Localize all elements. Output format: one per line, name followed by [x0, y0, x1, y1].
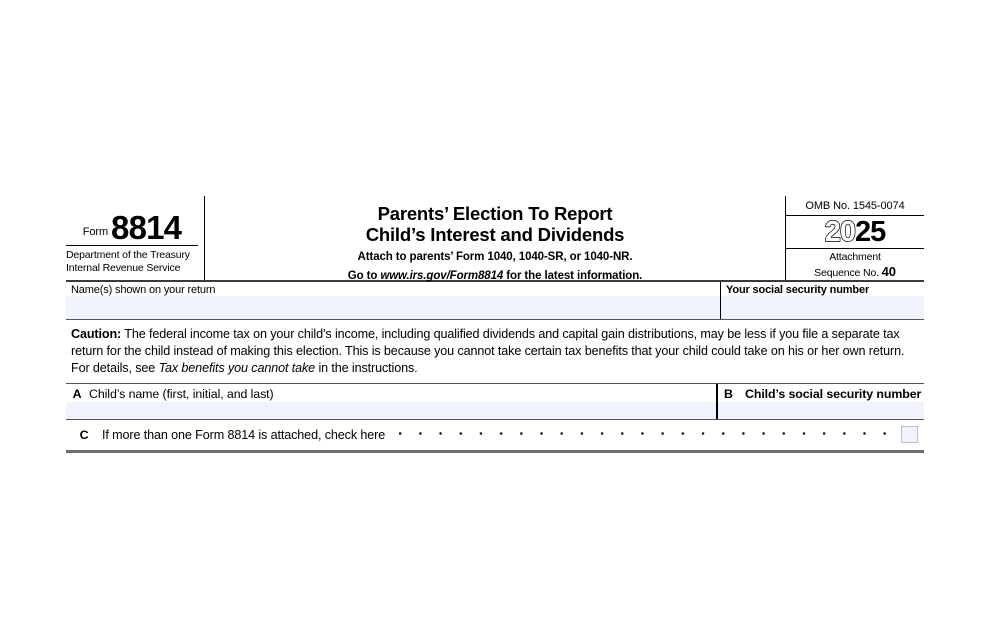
- form-title-block: [205, 196, 786, 280]
- child-name-label-row: [66, 384, 716, 402]
- child-identity-row: [66, 384, 924, 420]
- taxpayer-ssn-field-group: [721, 282, 924, 319]
- multiple-forms-checkbox[interactable]: [901, 426, 918, 443]
- form-number-block: [66, 196, 205, 280]
- caution-block: [66, 320, 924, 384]
- child-name-field-group: [66, 384, 718, 419]
- goto-suffix: for the latest information.: [503, 269, 643, 282]
- form-header-band: [66, 196, 924, 282]
- irs-form-8814: [66, 196, 924, 453]
- attach-instruction: Attach to parents’ Form 1040, 1040-SR, or 1040-NR.: [357, 250, 633, 263]
- multiple-forms-row: [66, 420, 924, 453]
- department-block: [66, 245, 198, 276]
- child-ssn-field-group: [718, 384, 924, 419]
- omb-block: [786, 196, 924, 280]
- caution-paragraph: [71, 326, 920, 377]
- attachment-sequence-line: [786, 264, 924, 280]
- child-ssn-label-row: [718, 384, 924, 402]
- form-title-line-1: Parents’ Election To Report: [377, 203, 613, 224]
- taxpayer-ssn-label: Your social security number: [726, 284, 870, 296]
- goto-prefix: Go to: [347, 269, 381, 282]
- taxpayer-identity-row: [66, 282, 924, 320]
- line-letter-b: B: [724, 386, 733, 401]
- tax-year-solid-part: 25: [855, 215, 886, 248]
- department-line-1: Department of the Treasury: [66, 249, 190, 261]
- form-number-row: [66, 196, 198, 246]
- child-ssn-input[interactable]: [718, 402, 924, 419]
- taxpayer-ssn-input[interactable]: [721, 296, 924, 319]
- attachment-sequence-block: [786, 249, 924, 280]
- department-line-2: Internal Revenue Service: [66, 262, 181, 275]
- dot-leader: [399, 430, 893, 443]
- taxpayer-name-label: Name(s) shown on your return: [71, 284, 216, 296]
- multiple-forms-label: If more than one Form 8814 is attached, check here: [102, 427, 386, 442]
- child-ssn-label: Child’s social security number: [745, 386, 922, 401]
- attachment-sequence-number: 40: [881, 263, 896, 279]
- child-name-label: Child’s name (first, initial, and last): [89, 386, 274, 401]
- taxpayer-name-field-group: [66, 282, 721, 319]
- attachment-sequence-label: Sequence No.: [814, 266, 882, 279]
- caution-italic-reference: Tax benefits you cannot take: [158, 360, 316, 375]
- attachment-label: Attachment: [829, 250, 881, 263]
- caution-lead-label: Caution:: [71, 327, 122, 341]
- taxpayer-name-input[interactable]: [66, 296, 720, 319]
- form-word-label: Form: [82, 226, 109, 238]
- line-letter-c: C: [79, 427, 89, 442]
- tax-year-block: [786, 216, 924, 249]
- child-name-input[interactable]: [66, 402, 716, 419]
- form-number: 8814: [111, 208, 182, 246]
- tax-year-outline-part: 20: [824, 215, 855, 248]
- form-title-line-2: Child’s Interest and Dividends: [365, 224, 625, 246]
- caution-text-part-2: in the instructions.: [315, 360, 418, 375]
- caution-text-part-1: The federal income tax on your child’s income, including qualified dividends and capital gain distributions, may be less if you file a separate tax return for the child instead of making this election. This is because you cannot take certain tax benefits that your child could take on his or her own return. For details, see: [71, 327, 905, 375]
- line-letter-a: A: [72, 386, 82, 401]
- omb-number: OMB No. 1545-0074: [786, 196, 924, 216]
- irs-url[interactable]: www.irs.gov/Form8814: [380, 269, 504, 282]
